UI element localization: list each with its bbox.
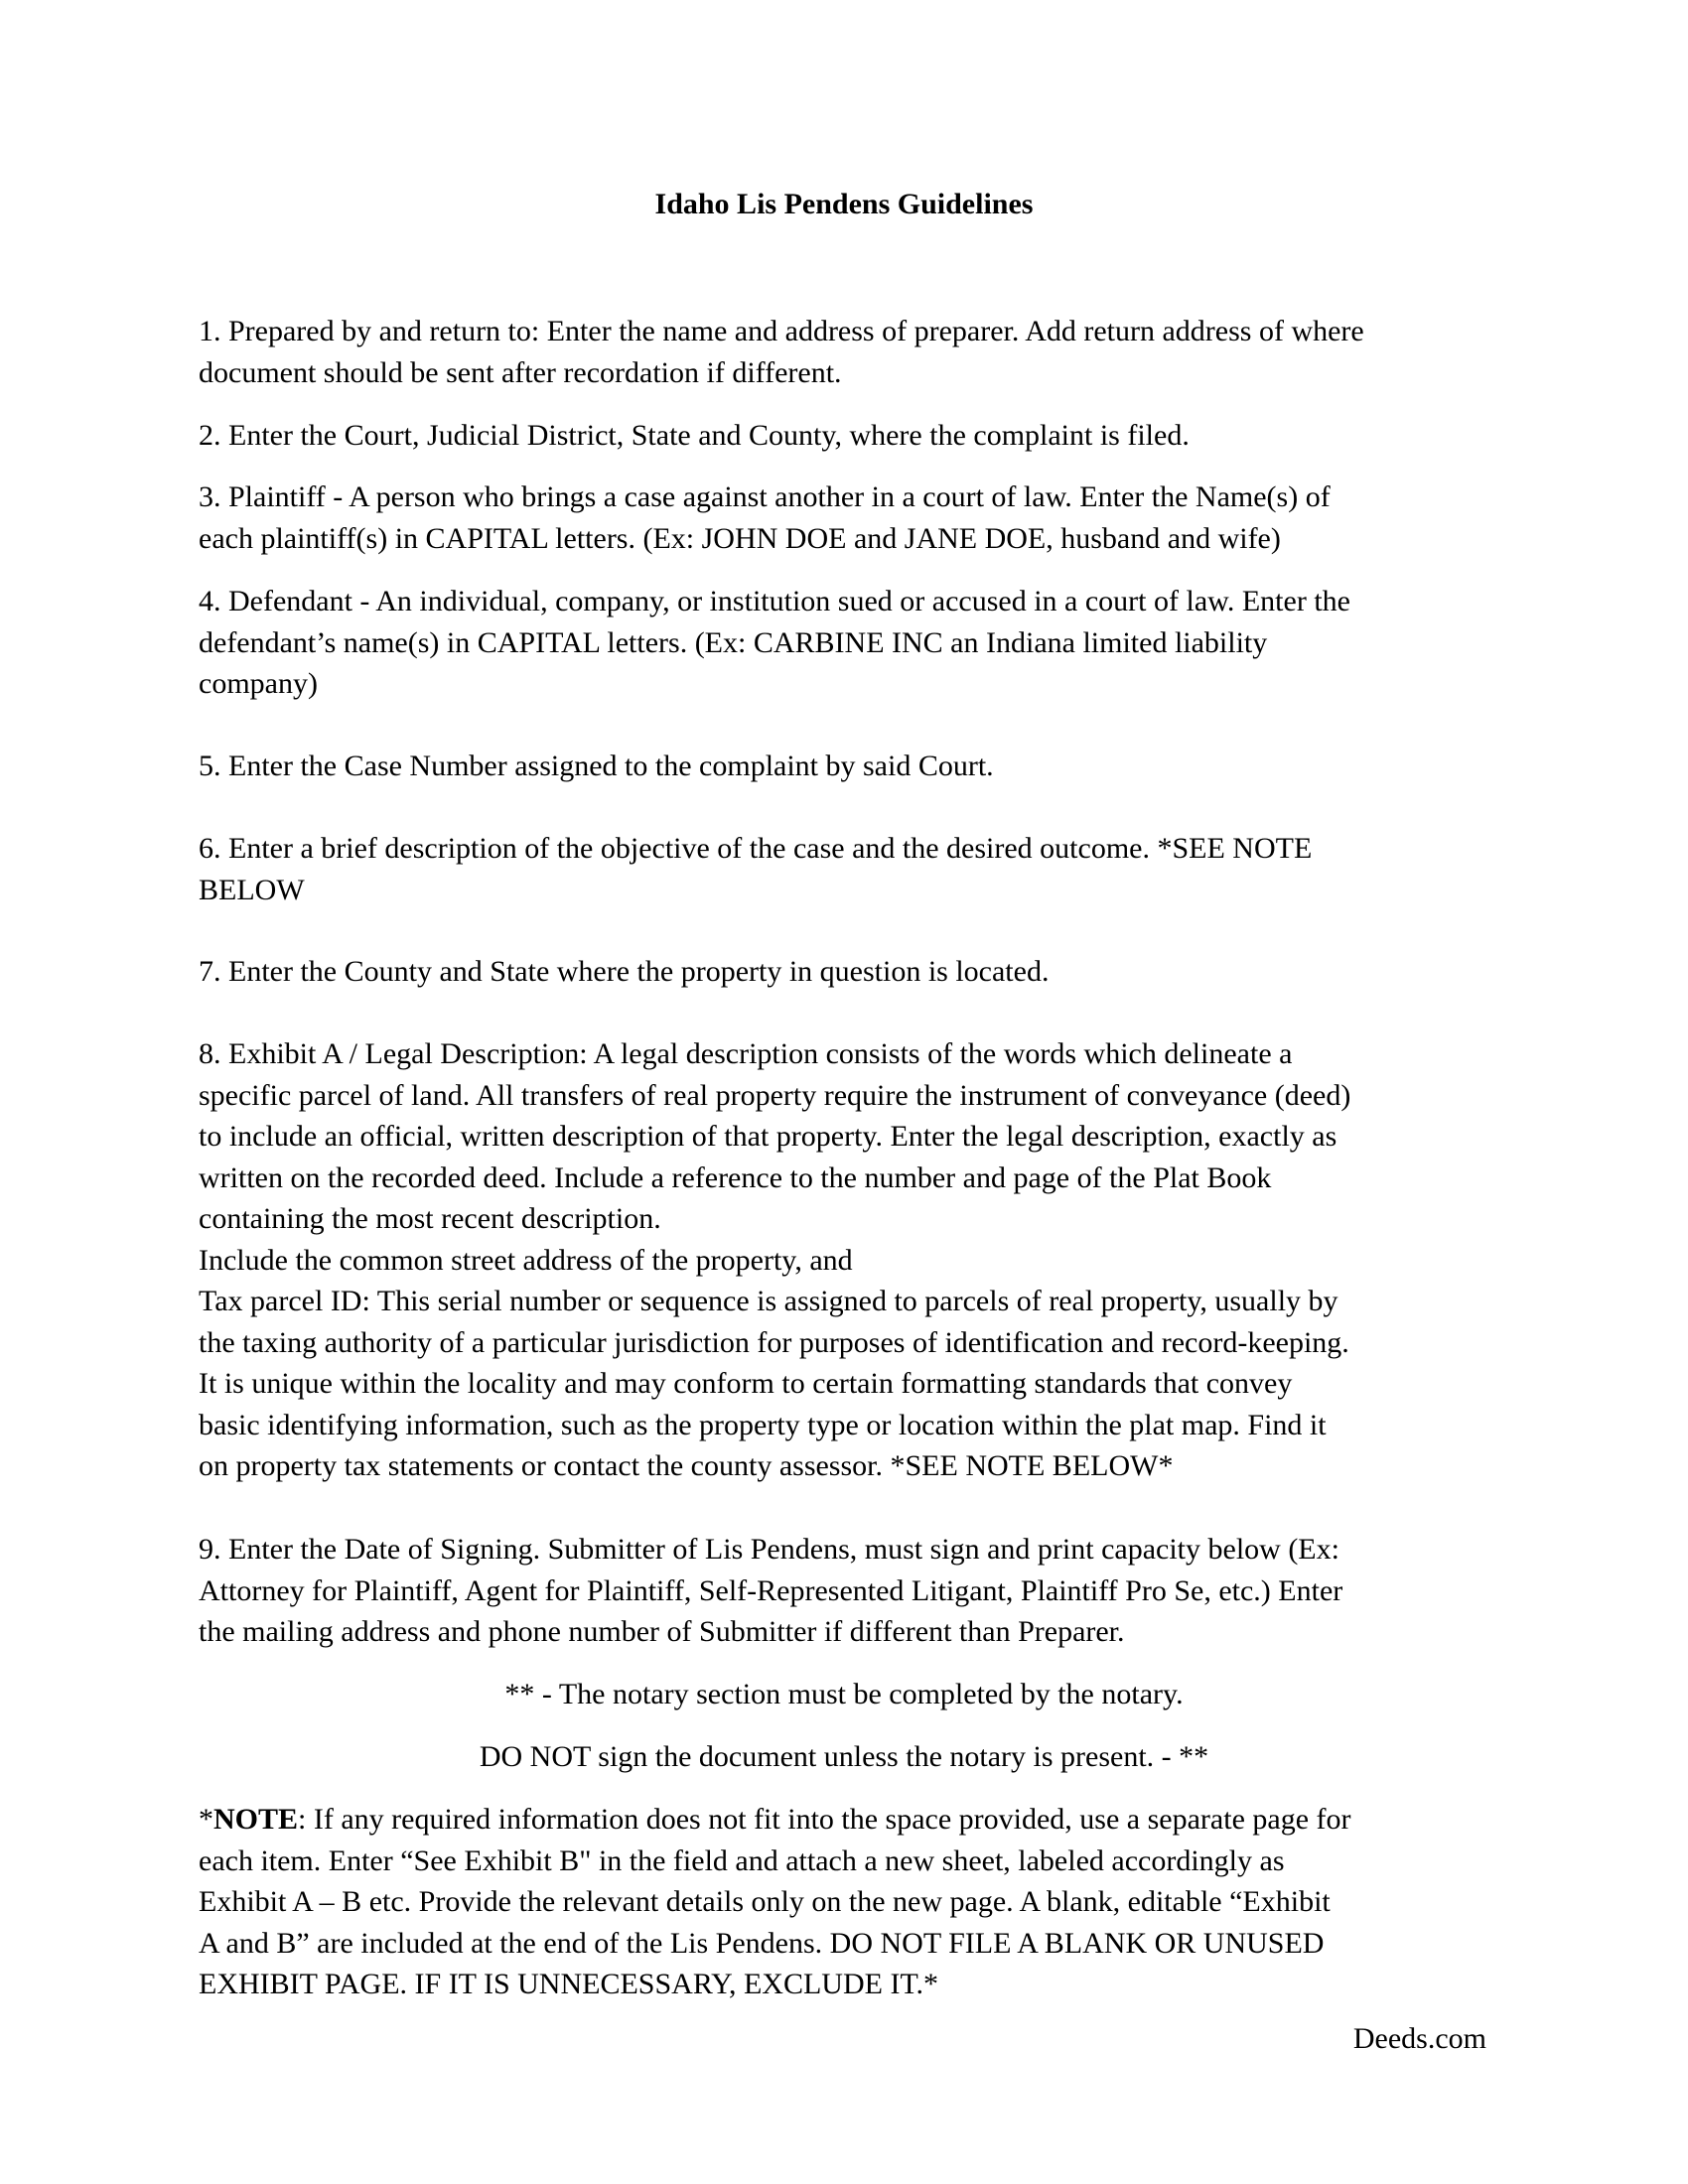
item-4-line-2: defendant’s name(s) in CAPITAL letters. (Ex: CARBINE INC an Indiana limited liability [199, 625, 1268, 659]
note-prefix: * [199, 1803, 213, 1836]
item-7-line-1: 7. Enter the County and State where the property in question is located. [199, 955, 1050, 988]
item-4-line-1: 4. Defendant - An individual, company, or institution sued or accused in a court of law. Enter the [199, 585, 1350, 617]
item-8-line-2: specific parcel of land. All transfers of real property require the instrument of conveyance (deed) [199, 1078, 1351, 1112]
note-line-1 [199, 1799, 1489, 1841]
item-5-line-1: 5. Enter the Case Number assigned to the complaint by said Court. [199, 750, 994, 782]
item-8-line-11: on property tax statements or contact the county assessor. *SEE NOTE BELOW* [199, 1449, 1174, 1482]
item-5 [199, 746, 1489, 787]
item-6 [199, 828, 1489, 910]
item-8-line-3: to include an official, written description of that property. Enter the legal description, exactly as [199, 1120, 1337, 1153]
item-1 [199, 311, 1489, 393]
item-9 [199, 1529, 1489, 1653]
item-8-line-1: 8. Exhibit A / Legal Description: A legal description consists of the words which delineate a [199, 1037, 1293, 1070]
footer-brand: Deeds.com [1352, 2022, 1486, 2055]
item-8-line-10: basic identifying information, such as the property type or location within the plat map. Find it [199, 1408, 1327, 1441]
item-8-line-9: It is unique within the locality and may conform to certain formatting standards that convey [199, 1367, 1293, 1400]
item-9-line-3: the mailing address and phone number of Submitter if different than Preparer. [199, 1615, 1125, 1648]
item-8-line-8: the taxing authority of a particular jurisdiction for purposes of identification and record-keeping. [199, 1325, 1349, 1359]
item-8-line-5: containing the most recent description. [199, 1202, 661, 1235]
note-label: NOTE [213, 1803, 299, 1836]
item-6-line-2: BELOW [199, 873, 305, 906]
item-8-line-7: Tax parcel ID: This serial number or sequence is assigned to parcels of real property, usually by [199, 1285, 1338, 1317]
notary-line-1: ** - The notary section must be completed by the notary. [504, 1678, 1184, 1710]
page-title: Idaho Lis Pendens Guidelines [654, 188, 1034, 220]
item-1-line-2: document should be sent after recordation if different. [199, 355, 842, 389]
notary-line-2: DO NOT sign the document unless the notary is present. - ** [479, 1740, 1209, 1773]
item-3 [199, 477, 1489, 559]
item-2 [199, 415, 1489, 457]
item-9-line-2: Attorney for Plaintiff, Agent for Plaintiff, Self-Represented Litigant, Plaintiff Pro Se, etc.) Enter [199, 1573, 1343, 1607]
note-line-5: EXHIBIT PAGE. IF IT IS UNNECESSARY, EXCLUDE IT.* [199, 1968, 939, 2000]
item-1-line-1: 1. Prepared by and return to: Enter the name and address of preparer. Add return address of where [199, 315, 1364, 347]
item-2-line-1: 2. Enter the Court, Judicial District, State and County, where the complaint is filed. [199, 419, 1190, 452]
note-block [199, 1799, 1489, 2005]
item-3-line-1: 3. Plaintiff - A person who brings a case against another in a court of law. Enter the Name(s) of [199, 480, 1331, 513]
note-line-1-rest: : If any required information does not fit into the space provided, use a separate page for [298, 1803, 1351, 1836]
note-line-3: Exhibit A – B etc. Provide the relevant details only on the new page. A blank, editable “Exhibit [199, 1885, 1331, 1918]
note-line-4: A and B” are included at the end of the Lis Pendens. DO NOT FILE A BLANK OR UNUSED [199, 1926, 1325, 1960]
item-8 [199, 1033, 1489, 1487]
item-8-line-6: Include the common street address of the property, and [199, 1243, 853, 1277]
item-3-line-2: each plaintiff(s) in CAPITAL letters. (Ex: JOHN DOE and JANE DOE, husband and wife) [199, 521, 1281, 555]
item-4 [199, 581, 1489, 705]
item-9-line-1: 9. Enter the Date of Signing. Submitter of Lis Pendens, must sign and print capacity below (Ex: [199, 1533, 1339, 1566]
item-7 [199, 951, 1489, 993]
item-6-line-1: 6. Enter a brief description of the objective of the case and the desired outcome. *SEE NOTE [199, 832, 1313, 865]
item-4-line-3: company) [199, 667, 318, 700]
note-line-2: each item. Enter “See Exhibit B" in the field and attach a new sheet, labeled accordingly as [199, 1843, 1285, 1877]
item-8-line-4: written on the recorded deed. Include a reference to the number and page of the Plat Book [199, 1160, 1272, 1194]
